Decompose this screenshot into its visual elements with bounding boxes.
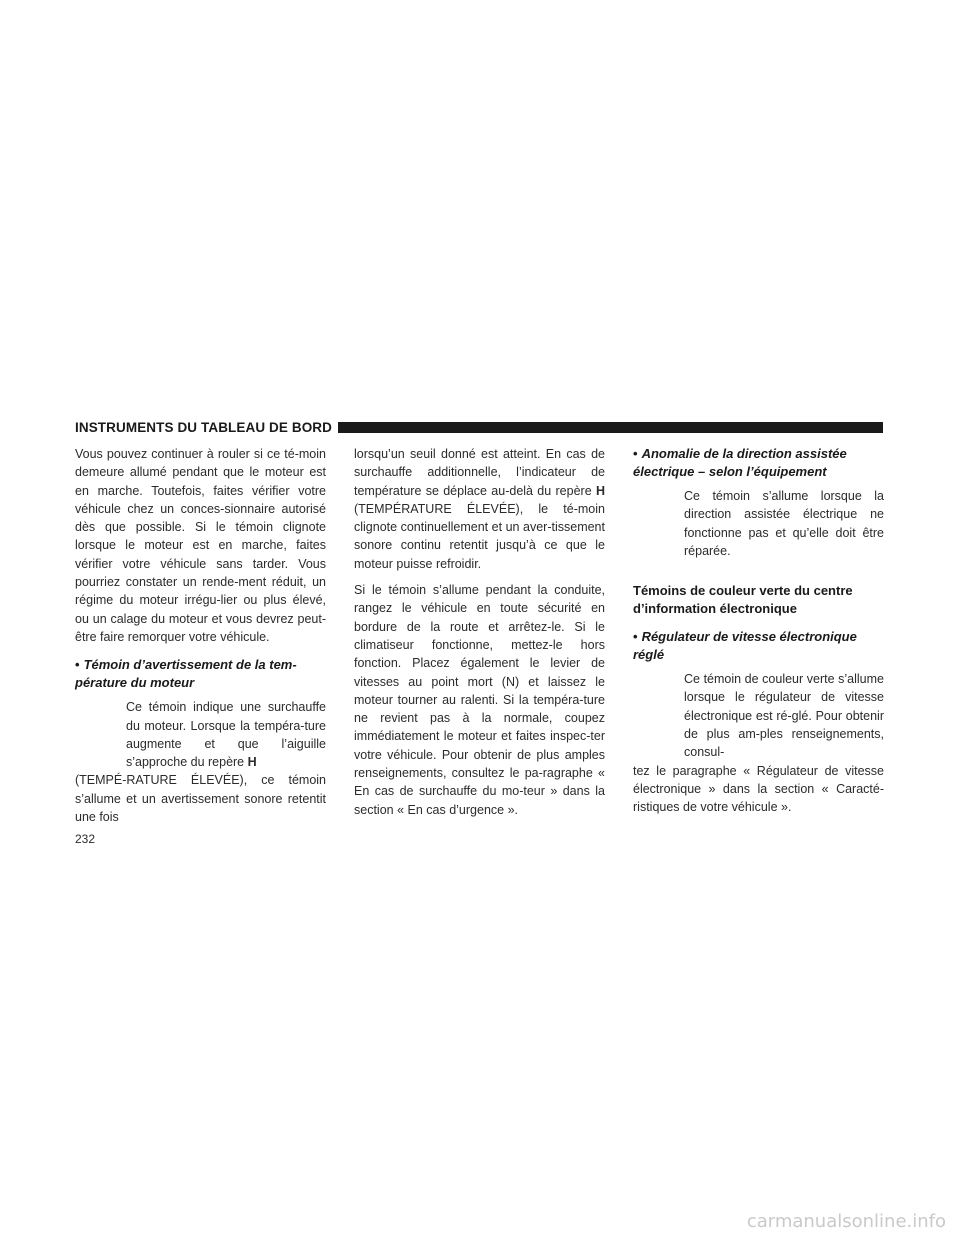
column-3 xyxy=(633,445,884,825)
bullet-icon: • xyxy=(633,629,638,645)
col3-bullet2-title: • Régulateur de vitesse électronique réglé xyxy=(633,629,857,663)
col3-section-title: Témoins de couleur verte du centre d’information électronique xyxy=(633,583,853,617)
bullet-icon: • xyxy=(633,446,638,461)
col3-bullet1-body: Ce témoin s’allume lorsque la direction assistée électrique ne fonctionne pas et qu’elle doit être réparée. xyxy=(684,489,884,558)
col2-paragraph-1: lorsqu’un seuil donné est atteint. En cas de surchauffe additionnelle, l’indicateur de température se déplace au-delà du repère H (TEMPÉRATURE ÉLEVÉE), le té-moin clignote continuellement et un aver-tissement sonore continu retentit jusqu’à ce que le moteur puisse refroidir. xyxy=(354,447,605,571)
h-marker: H xyxy=(247,755,257,770)
h-marker: H xyxy=(595,483,605,498)
column-2 xyxy=(354,445,605,827)
col1-bullet-body-cont: (TEMPÉ-RATURE ÉLEVÉE), ce témoin s’allume et un avertissement sonore retentit une fois xyxy=(75,773,326,825)
page-number: 232 xyxy=(75,832,96,846)
header-title: INSTRUMENTS DU TABLEAU DE BORD xyxy=(75,419,332,435)
watermark: carmanualsonline.info xyxy=(746,1211,946,1232)
header-bar xyxy=(338,422,883,433)
col3-bullet2-body: Ce témoin de couleur verte s’allume lorsque le régulateur de vitesse électronique est ré-glé. Pour obtenir de plus am-ples renseignements, consul- xyxy=(684,672,884,760)
col2-paragraph-2: Si le témoin s’allume pendant la conduite, rangez le véhicule en toute sécurité en bordure de la route et arrêtez-le. Si le climatiseur fonctionne, mettez-le hors fonction. Placez également le levier de vitesses au point mort (N) et laissez le moteur tourner au ralenti. Si la tempéra-ture ne revient pas à la normale, coupez immédiatement le moteur et faites inspec-ter votre véhicule. Pour obtenir de plus amples renseignements, consultez le pa-ragraphe « En cas de surchauffe du mo-teur » dans la section « En cas d’urgence ». xyxy=(354,583,605,817)
col1-paragraph: Vous pouvez continuer à rouler si ce té-moin demeure allumé pendant que le moteur est en marche. Toutefois, faites vérifier votre véhicule chez un conces-sionnaire autorisé dès que possible. Si le témoin clignote lorsque le moteur est en marche, faites vérifier votre véhicule sans tarder. Vous pourriez constater un rende-ment réduit, un régime du moteur irrégu-lier ou plus élevé, ou un calage du moteur et vous devrez peut-être faire remorquer votre véhicule. xyxy=(75,447,326,644)
col1-bullet-title: • Témoin d’avertissement de la tem-pérature du moteur xyxy=(75,657,297,691)
col3-bullet1-title: • Anomalie de la direction assistée électrique – selon l’équipement xyxy=(633,446,847,479)
col3-bullet2-body-cont: tez le paragraphe « Régulateur de vitesse électronique » dans la section « Caracté-ristiques de votre véhicule ». xyxy=(633,763,884,815)
bullet-icon: • xyxy=(75,657,80,673)
page-header xyxy=(75,417,883,437)
col1-bullet-body: Ce témoin indique une surchauffe du moteur. Lorsque la tempéra-ture augmente et que l’aiguille s’approche du repère H xyxy=(126,700,326,770)
column-1 xyxy=(75,445,326,834)
